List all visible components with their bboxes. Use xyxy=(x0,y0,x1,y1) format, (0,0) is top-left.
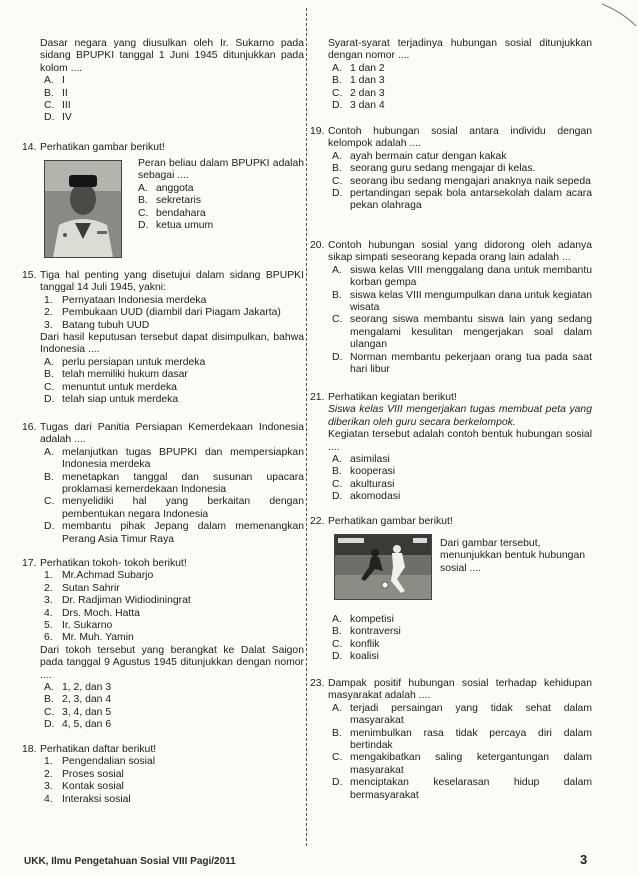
question-15 xyxy=(22,270,304,406)
list-item: 4. Interaksi sosial xyxy=(44,793,131,805)
option-c: C. menyelidiki hal yang berkaitan dengan pembentukan negara Indonesia xyxy=(44,496,304,520)
list-item: 6. Mr. Muh. Yamin xyxy=(44,632,134,644)
question-number: 21. xyxy=(310,392,325,403)
option-c: C. akulturasi xyxy=(332,478,395,490)
question-text: Perhatikan tokoh- tokoh berikut! xyxy=(40,558,187,569)
option-b: B. siswa kelas VIII mengumpulkan dana untuk kegiatan wisata xyxy=(332,289,593,314)
option-d: D. pertandingan sepak bola antarsekolah dalam acara pekan olahraga xyxy=(332,188,592,212)
option-b: B. kontraversi xyxy=(332,626,401,638)
question-13-continued xyxy=(22,38,304,125)
question-number: 16. xyxy=(22,422,37,433)
list-item: 3. Kontak sosial xyxy=(44,781,124,793)
option-b: B. 2, 3, dan 4 xyxy=(44,694,112,706)
question-text: Contoh hubungan sosial antara individu dengan kelompok adalah .... xyxy=(328,126,592,150)
option-c: C. mengakibatkan saling ketergantungan dalam masyarakat xyxy=(332,752,592,776)
option-b: B. kooperasi xyxy=(332,466,396,478)
option-d: D. 3 dan 4 xyxy=(332,100,385,112)
list-item: 2. Pembukaan UUD (diambil dari Piagam Jakarta) xyxy=(44,307,281,319)
option-d: D. 4, 5, dan 6 xyxy=(44,719,112,731)
question-text: Contoh hubungan sosial yang didorong oleh adanya sikap simpati seseorang kepada orang lain adalah ... xyxy=(328,240,592,264)
list-item: 2. Sutan Sahrir xyxy=(44,582,120,594)
option-a: A. kompetisi xyxy=(332,614,394,625)
option-d: D. Norman membantu pekerjaan orang tua pada saat hari libur xyxy=(332,351,592,376)
page-corner-fold xyxy=(598,0,638,34)
option-a: A. melanjutkan tugas BPUPKI dan mempersiapkan Indonesia merdeka xyxy=(44,446,304,471)
question-23 xyxy=(310,678,592,802)
option-c: C. bendahara xyxy=(138,207,206,219)
option-d: D. menciptakan keselarasan hidup dalam bermasyarakat xyxy=(332,777,592,801)
question-number: 18. xyxy=(22,744,37,755)
list-item: 1. Pengendalian sosial xyxy=(44,756,156,768)
option-b: B. menimbulkan rasa tidak percaya diri dalam bertindak xyxy=(332,727,592,752)
question-number: 19. xyxy=(310,126,325,137)
question-20 xyxy=(310,240,592,376)
option-d: D. telah siap untuk merdeka xyxy=(44,394,179,406)
activity-description: Siswa kelas VIII mengerjakan tugas membuat peta yang diberikan oleh guru secara berkelompok. xyxy=(328,404,592,428)
question-text: Tiga hal penting yang disetujui dalam sidang BPUPKI tanggal 14 Juli 1945, yakni: xyxy=(40,270,304,294)
list-item: 3. Batang tubuh UUD xyxy=(44,319,150,331)
question-14-body xyxy=(138,158,304,232)
option-d: D. ketua umum xyxy=(138,220,214,232)
option-c: C. seorang siswa membantu siswa lain yang sedang mengalami kesulitan mengerjakan soal dalam ulangan xyxy=(332,314,592,351)
option-a: A. ayah bermain catur dengan kakak xyxy=(332,150,507,162)
list-item: 4. Drs. Moch. Hatta xyxy=(44,607,140,619)
option-b: B. sekretaris xyxy=(138,195,202,207)
page-number: 3 xyxy=(580,852,588,867)
question-prompt: Kegiatan tersebut adalah contoh bentuk hubungan sosial .... xyxy=(328,429,592,453)
question-number: 15. xyxy=(22,270,37,281)
football-match-photo xyxy=(334,534,432,600)
question-number: 17. xyxy=(22,558,37,569)
option-a: A. asimilasi xyxy=(332,454,390,466)
option-a: A. terjadi persaingan yang tidak sehat dalam masyarakat xyxy=(332,702,592,727)
question-text: Tugas dari Panitia Persiapan Kemerdekaan Indonesia adalah .... xyxy=(40,422,304,446)
question-number: 23. xyxy=(310,678,325,689)
footer-exam-title: UKK, Ilmu Pengetahuan Sosial VIII Pagi/2011 xyxy=(24,856,236,867)
question-text: Perhatikan gambar berikut! xyxy=(328,516,453,527)
question-prompt: Dari hasil keputusan tersebut dapat disimpulkan, bahwa Indonesia .... xyxy=(40,332,304,356)
option-d: D. IV xyxy=(44,112,72,124)
question-text: Perhatikan kegiatan berikut! xyxy=(328,392,457,403)
list-item: 1. Pernyataan Indonesia merdeka xyxy=(44,294,207,306)
question-number: 14. xyxy=(22,142,37,153)
option-c: C. 3, 4, dan 5 xyxy=(44,706,112,718)
option-a: A. 1, 2, dan 3 xyxy=(44,682,112,694)
column-divider xyxy=(306,8,307,846)
list-item: 5. Ir. Sukarno xyxy=(44,620,113,632)
option-a: A. 1 dan 2 xyxy=(332,62,385,74)
option-c: C. 2 dan 3 xyxy=(332,87,385,99)
list-item: 2. Proses sosial xyxy=(44,768,124,780)
option-b: B. telah memiliki hukum dasar xyxy=(44,369,188,381)
question-16 xyxy=(22,422,304,546)
question-19 xyxy=(310,126,592,213)
question-22 xyxy=(310,516,592,528)
question-17 xyxy=(22,558,304,732)
question-prompt: Peran beliau dalam BPUPKI adalah sebagai .... xyxy=(138,158,304,182)
option-c: C. menuntut untuk merdeka xyxy=(44,381,177,393)
list-item: 3. Dr. Radjiman Widiodiningrat xyxy=(44,595,191,607)
question-14 xyxy=(22,142,304,154)
option-a: A. siswa kelas VIII menggalang dana untuk membantu korban gempa xyxy=(332,264,592,289)
question-22-prompt: Dari gambar tersebut, menunjukkan bentuk hubungan sosial .... xyxy=(440,538,586,574)
question-text: Perhatikan gambar berikut! xyxy=(40,142,165,153)
option-a: A. perlu persiapan untuk merdeka xyxy=(44,356,206,368)
option-b: B. seorang guru sedang mengajar di kelas. xyxy=(332,163,536,175)
option-b: B. 1 dan 3 xyxy=(332,75,385,87)
list-item: 1. Mr.Achmad Subarjo xyxy=(44,570,154,582)
question-text: Perhatikan daftar berikut! xyxy=(40,744,157,755)
question-21 xyxy=(310,392,592,504)
option-a: A. I xyxy=(44,75,65,87)
option-c: C. seorang ibu sedang mengajari anaknya naik sepeda xyxy=(332,175,591,187)
question-prompt: Dari tokoh tersebut yang berangkat ke Dalat Saigon pada tanggal 9 Agustus 1945 ditunjukkan dengan nomor .... xyxy=(40,644,304,681)
option-b: B. menetapkan tanggal dan susunan upacara proklamasi kemerdekaan Indonesia xyxy=(44,471,304,496)
question-number: 20. xyxy=(310,240,325,251)
question-text: Dasar negara yang diusulkan oleh Ir. Sukarno pada sidang BPUPKI tanggal 1 Juni 1945 ditunjukkan pada kolom .... xyxy=(40,38,304,74)
option-d: D. membantu pihak Jepang dalam memenangkan Perang Asia Timur Raya xyxy=(44,521,304,545)
question-18 xyxy=(22,744,304,806)
question-22-options xyxy=(310,614,592,664)
option-b: B. II xyxy=(44,87,68,99)
option-d: D. koalisi xyxy=(332,651,379,663)
option-a: A. anggota xyxy=(138,182,194,194)
question-prompt: Syarat-syarat terjadinya hubungan sosial ditunjukkan dengan nomor .... xyxy=(328,38,592,62)
question-18-continued xyxy=(310,38,592,112)
sukarno-portrait-photo xyxy=(44,160,122,258)
option-c: C. III xyxy=(44,100,71,112)
option-c: C. konflik xyxy=(332,638,380,650)
question-text: Dampak positif hubungan sosial terhadap kehidupan masyarakat adalah .... xyxy=(328,678,592,702)
question-number: 22. xyxy=(310,516,325,527)
option-d: D. akomodasi xyxy=(332,491,401,503)
